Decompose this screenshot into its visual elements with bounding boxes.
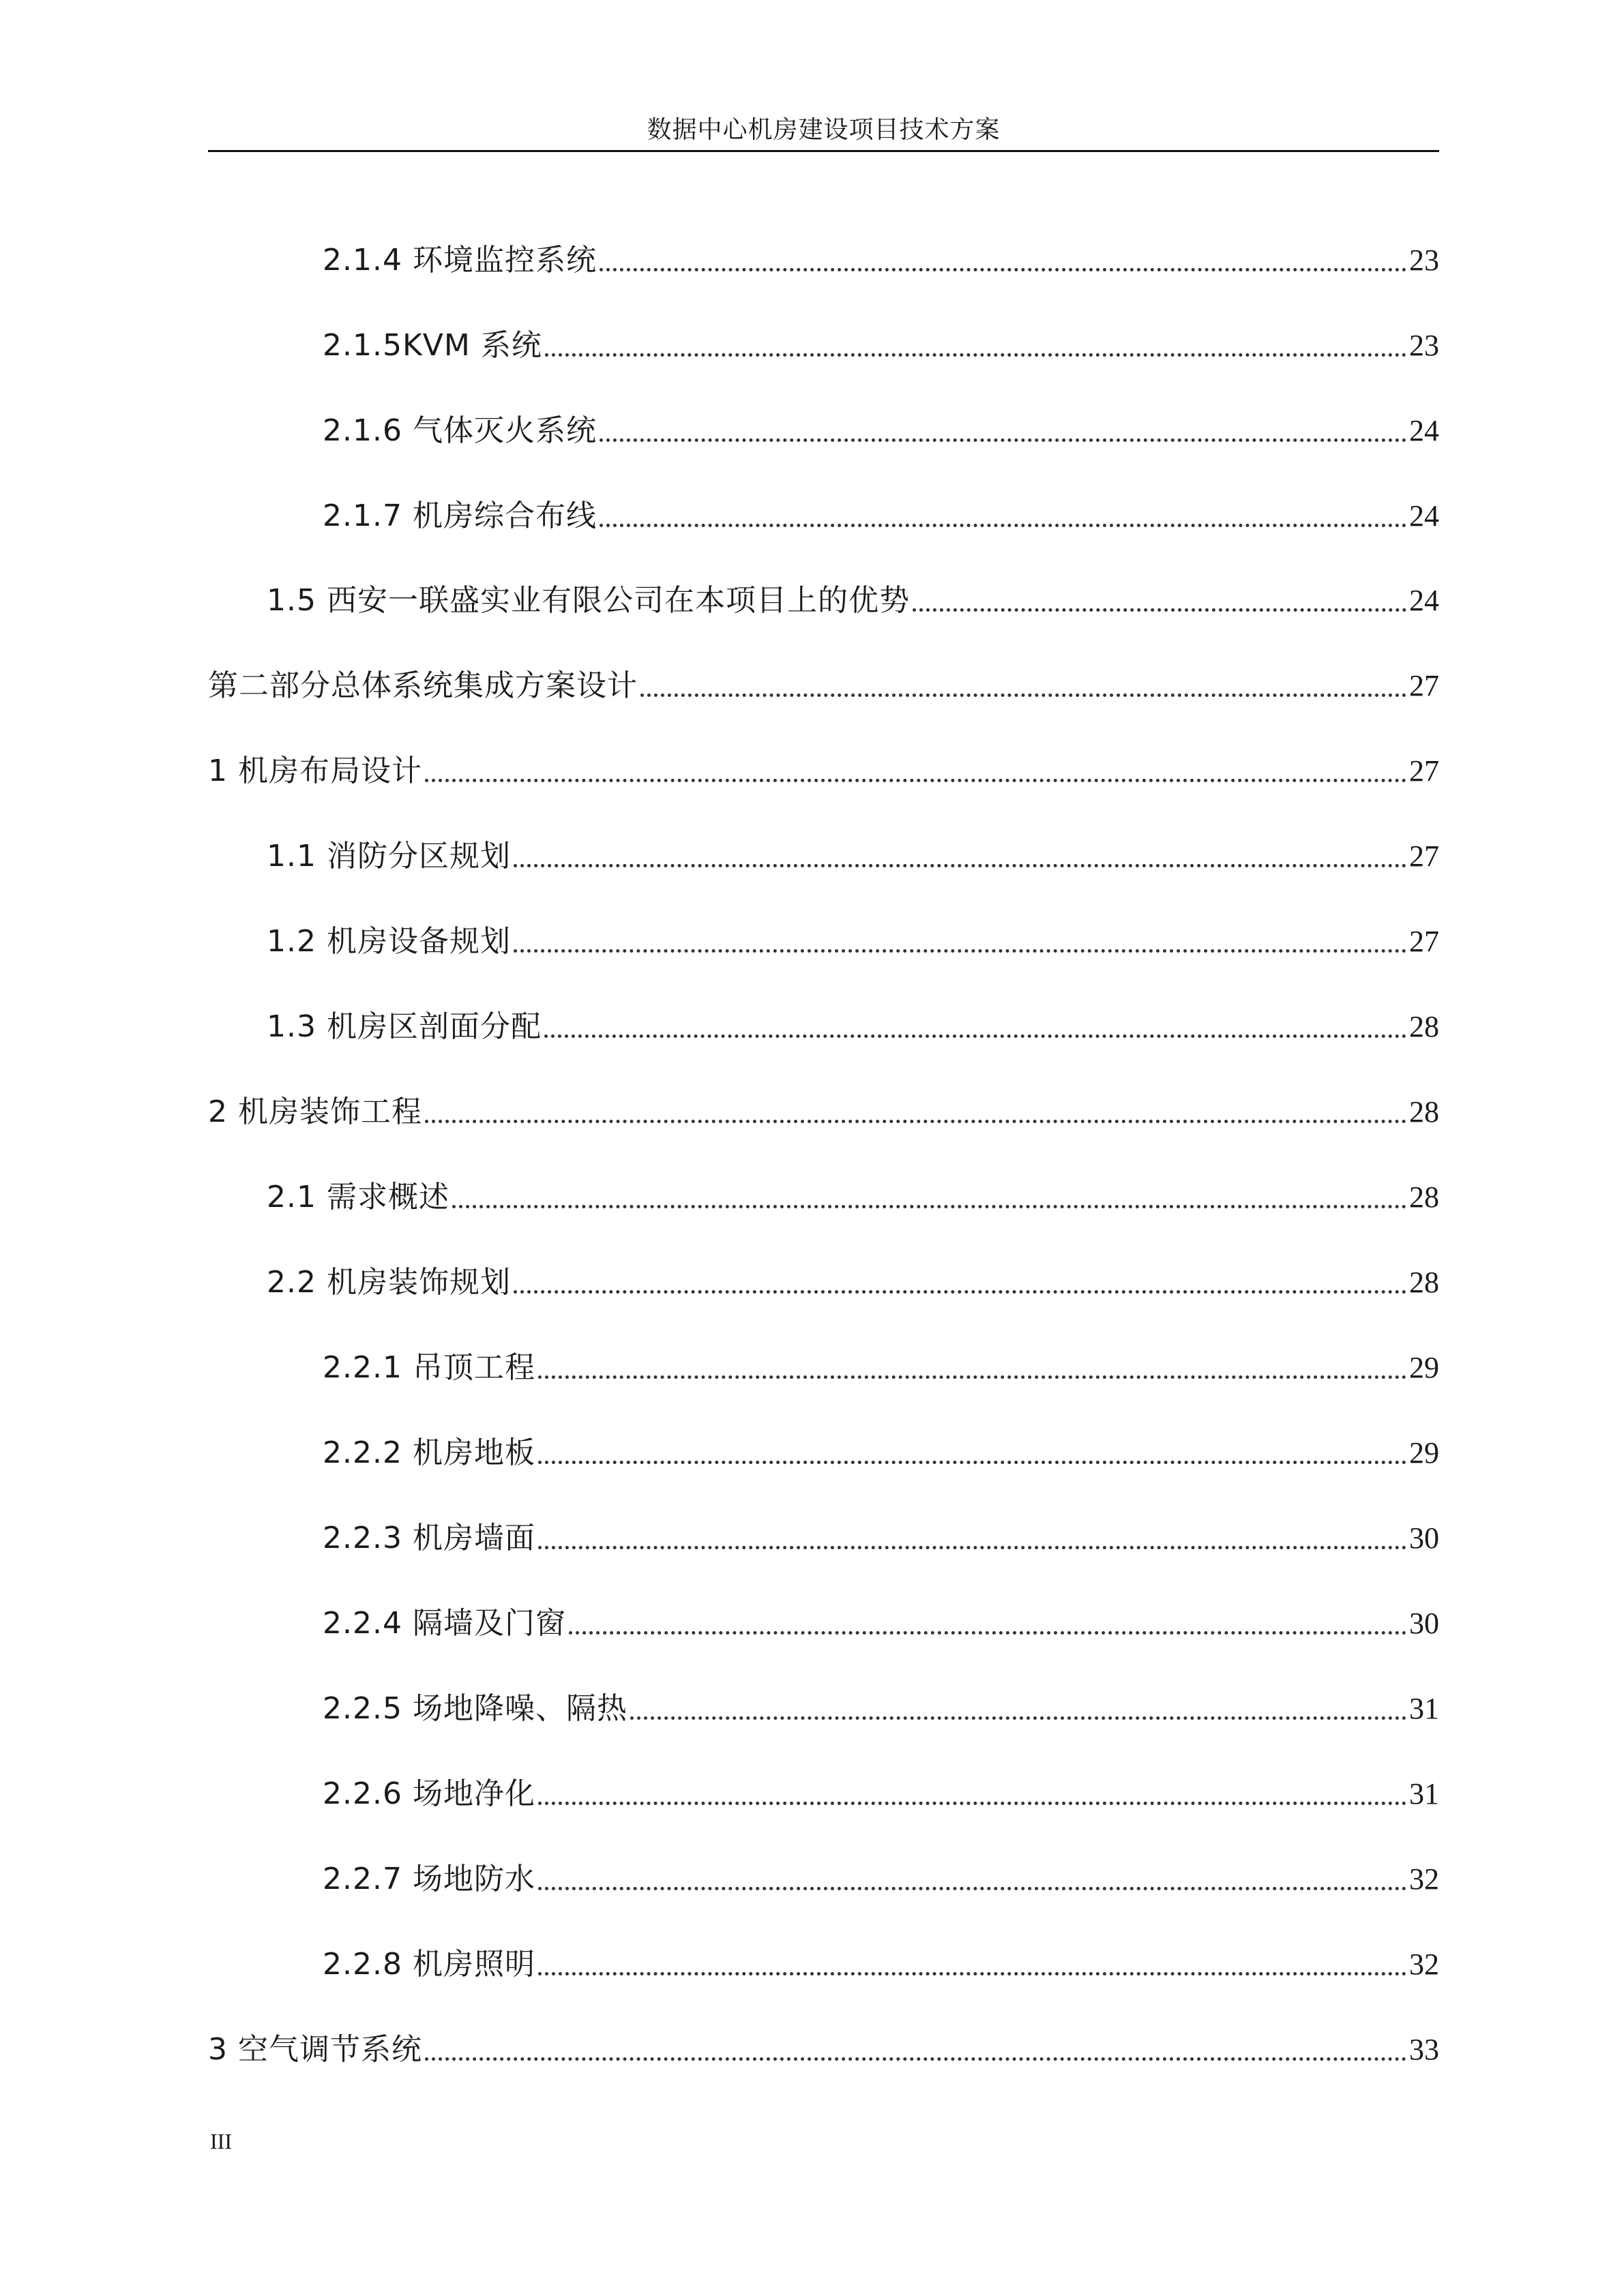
- toc-dot-leader: [538, 1461, 1406, 1464]
- toc-entry[interactable]: [267, 836, 1439, 877]
- toc-entry[interactable]: [323, 1688, 1439, 1729]
- toc-dot-leader: [538, 1375, 1406, 1379]
- footer-page-number: III: [210, 2129, 232, 2153]
- toc-dot-leader: [425, 1120, 1406, 1123]
- toc-entry-label: 2.2.1 吊顶工程: [323, 1350, 535, 1385]
- toc-entry-page: 33: [1409, 2033, 1439, 2066]
- toc-entry[interactable]: [323, 1774, 1439, 1815]
- toc-dot-leader: [538, 1546, 1406, 1549]
- toc-dot-leader: [545, 353, 1406, 357]
- toc-dot-leader: [514, 1290, 1406, 1294]
- toc-entry-label: 1 机房布局设计: [208, 754, 422, 788]
- toc-entry-page: 27: [1409, 669, 1439, 702]
- toc-entry-page: 31: [1409, 1777, 1439, 1810]
- toc-entry-label: 2.1 需求概述: [267, 1180, 449, 1214]
- toc-dot-leader: [425, 779, 1406, 782]
- toc-entry-page: 28: [1409, 1010, 1439, 1043]
- toc-dot-leader: [514, 864, 1406, 867]
- toc-dot-leader: [600, 438, 1406, 442]
- toc-entry[interactable]: [208, 1092, 1439, 1133]
- toc-entry-page: 24: [1409, 414, 1439, 447]
- toc-dot-leader: [538, 1802, 1406, 1805]
- toc-entry-page: 29: [1409, 1351, 1439, 1384]
- toc-dot-leader: [913, 608, 1406, 612]
- toc-entry-label: 第二部分总体系统集成方案设计: [208, 668, 638, 703]
- toc-entry-label: 2.1.4 环境监控系统: [323, 243, 597, 278]
- toc-entry-page: 32: [1409, 1862, 1439, 1896]
- toc-entry[interactable]: [267, 1007, 1439, 1047]
- toc-entry[interactable]: [323, 1518, 1439, 1559]
- toc-entry-label: 1.2 机房设备规划: [267, 924, 511, 959]
- toc-entry-page: 30: [1409, 1521, 1439, 1555]
- toc-dot-leader: [640, 694, 1406, 697]
- toc-entry-page: 27: [1409, 754, 1439, 788]
- toc-entry-label: 2 机房装饰工程: [208, 1094, 422, 1129]
- toc-dot-leader: [452, 1205, 1406, 1208]
- toc-dot-leader: [538, 1887, 1406, 1890]
- toc-entry[interactable]: [208, 751, 1439, 792]
- toc-entry[interactable]: [267, 921, 1439, 962]
- toc-dot-leader: [569, 1631, 1406, 1635]
- toc-entry-page: 27: [1409, 925, 1439, 958]
- toc-entry-page: 23: [1409, 329, 1439, 362]
- toc-entry-page: 30: [1409, 1607, 1439, 1640]
- toc-entry-label: 2.2.7 场地防水: [323, 1862, 535, 1896]
- toc-entry[interactable]: [323, 1433, 1439, 1474]
- running-header-title: 数据中心机房建设项目技术方案: [647, 116, 1001, 144]
- toc-dot-leader: [425, 2057, 1406, 2061]
- toc-entry[interactable]: [267, 1262, 1439, 1303]
- toc-entry-page: 32: [1409, 1948, 1439, 1981]
- toc-entry-label: 2.2.4 隔墙及门窗: [323, 1606, 566, 1641]
- toc-entry-page: 24: [1409, 584, 1439, 617]
- toc-entry-page: 27: [1409, 839, 1439, 873]
- header-rule: [208, 150, 1439, 152]
- toc-entry[interactable]: [323, 325, 1439, 366]
- toc-entry-page: 24: [1409, 499, 1439, 533]
- toc-entry-label: 2.1.6 气体灭火系统: [323, 413, 597, 448]
- toc-dot-leader: [600, 524, 1406, 527]
- toc-entry[interactable]: [323, 1944, 1439, 1985]
- toc-entry-label: 3 空气调节系统: [208, 2032, 422, 2067]
- toc-entry-label: 2.2 机房装饰规划: [267, 1265, 511, 1300]
- toc-entry[interactable]: [267, 1177, 1439, 1218]
- toc-entry[interactable]: [323, 496, 1439, 537]
- toc-entry-label: 1.5 西安一联盛实业有限公司在本项目上的优势: [267, 583, 910, 618]
- toc-entry[interactable]: [208, 2029, 1439, 2070]
- toc-entry-page: 23: [1409, 243, 1439, 277]
- toc-dot-leader: [538, 1972, 1406, 1976]
- toc-entry-label: 2.2.5 场地降噪、隔热: [323, 1691, 628, 1726]
- toc-entry[interactable]: [208, 666, 1439, 706]
- toc-entry-label: 2.1.7 机房综合布线: [323, 498, 597, 533]
- toc-entry[interactable]: [267, 580, 1439, 621]
- toc-entry[interactable]: [323, 411, 1439, 451]
- toc-entry-page: 31: [1409, 1692, 1439, 1725]
- toc-entry-label: 2.2.2 机房地板: [323, 1435, 535, 1470]
- toc-entry[interactable]: [323, 1859, 1439, 1900]
- toc-dot-leader: [544, 1034, 1406, 1038]
- toc-entry-label: 1.3 机房区剖面分配: [267, 1009, 542, 1044]
- toc-dot-leader: [630, 1716, 1406, 1720]
- toc-dot-leader: [600, 268, 1406, 271]
- toc-entry[interactable]: [323, 240, 1439, 281]
- toc-entry-page: 28: [1409, 1266, 1439, 1299]
- toc-entry[interactable]: [323, 1603, 1439, 1644]
- toc-entry-page: 28: [1409, 1180, 1439, 1214]
- toc-entry-label: 2.1.5KVM 系统: [323, 328, 542, 363]
- toc-dot-leader: [514, 949, 1406, 953]
- toc-entry-page: 29: [1409, 1436, 1439, 1470]
- toc-entry-label: 1.1 消防分区规划: [267, 839, 511, 874]
- toc-entry-label: 2.2.8 机房照明: [323, 1947, 535, 1982]
- toc-entry-label: 2.2.6 场地净化: [323, 1776, 535, 1811]
- toc-entry-page: 28: [1409, 1095, 1439, 1129]
- toc-entry[interactable]: [323, 1347, 1439, 1388]
- toc-entry-label: 2.2.3 机房墙面: [323, 1521, 535, 1555]
